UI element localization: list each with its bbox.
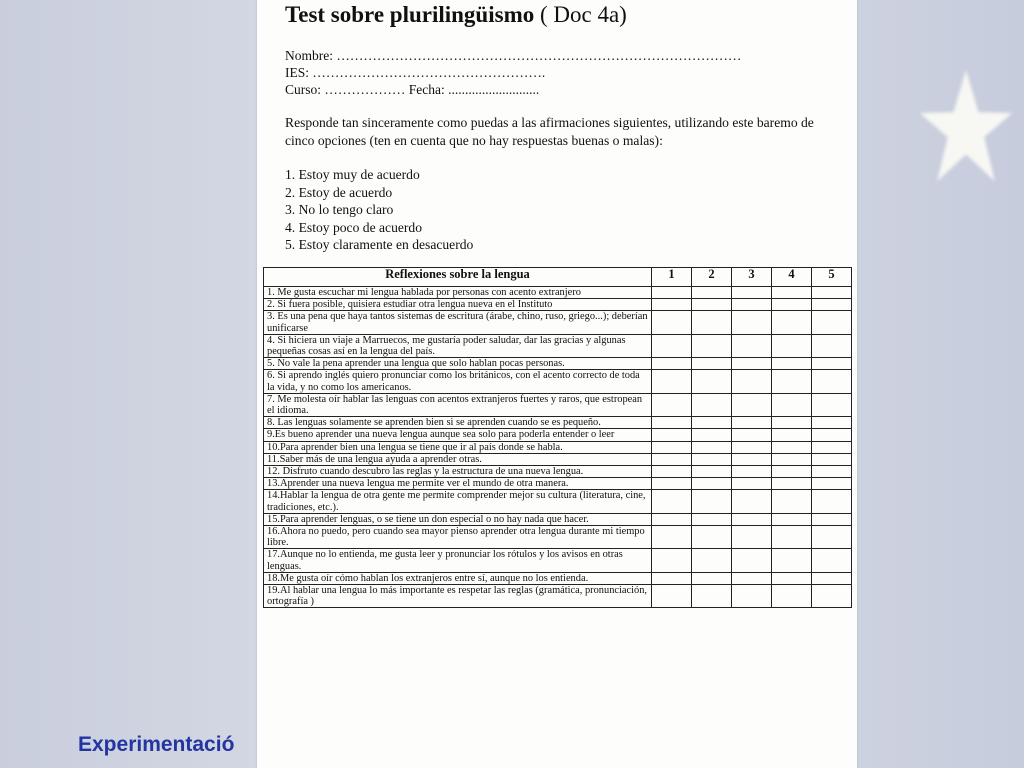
answer-cell-3[interactable] xyxy=(732,490,772,513)
answer-cell-2[interactable] xyxy=(692,429,732,441)
answer-cell-5[interactable] xyxy=(812,478,852,490)
answer-cell-2[interactable] xyxy=(692,311,732,334)
statement-cell: 5. No vale la pena aprender una lengua que solo hablan pocas personas. xyxy=(264,358,652,370)
statement-cell: 16.Ahora no puedo, pero cuando sea mayor pienso aprender otra lengua durante mi tiempo libre. xyxy=(264,526,652,549)
statement-cell: 6. Si aprendo inglés quiero pronunciar como los británicos, con el acento correcto de toda la vida, y no como los americanos. xyxy=(264,370,652,393)
answer-cell-2[interactable] xyxy=(692,299,732,311)
answer-cell-5[interactable] xyxy=(812,526,852,549)
table-row xyxy=(264,585,852,608)
answer-cell-5[interactable] xyxy=(812,417,852,429)
statement-cell: 12. Disfruto cuando descubro las reglas y la estructura de una nueva lengua. xyxy=(264,466,652,478)
table-row xyxy=(264,287,852,299)
answer-cell-4[interactable] xyxy=(772,526,812,549)
answer-cell-3[interactable] xyxy=(732,429,772,441)
statement-cell: 11.Saber más de una lengua ayuda a aprender otras. xyxy=(264,453,652,465)
answer-cell-1[interactable] xyxy=(652,334,692,357)
answer-cell-5[interactable] xyxy=(812,585,852,608)
header-score-1: 1 xyxy=(652,268,692,287)
table-row xyxy=(264,311,852,334)
answer-cell-2[interactable] xyxy=(692,453,732,465)
ies-field: IES: ……………………………………………. xyxy=(285,65,546,80)
header-score-4: 4 xyxy=(772,268,812,287)
answer-cell-4[interactable] xyxy=(772,417,812,429)
table-row xyxy=(264,478,852,490)
table-row xyxy=(264,572,852,584)
slide-caption: Experimentació xyxy=(78,733,235,756)
answer-cell-5[interactable] xyxy=(812,334,852,357)
answer-cell-1[interactable] xyxy=(652,466,692,478)
answer-cell-2[interactable] xyxy=(692,478,732,490)
answer-cell-2[interactable] xyxy=(692,526,732,549)
header-score-5: 5 xyxy=(812,268,852,287)
answer-cell-5[interactable] xyxy=(812,572,852,584)
answer-cell-5[interactable] xyxy=(812,311,852,334)
answer-cell-3[interactable] xyxy=(732,311,772,334)
statement-cell: 13.Aprender una nueva lengua me permite ver el mundo de otra manera. xyxy=(264,478,652,490)
answer-cell-4[interactable] xyxy=(772,453,812,465)
title-main: Test sobre plurilingüismo xyxy=(285,2,535,27)
table-row xyxy=(264,358,852,370)
answer-cell-1[interactable] xyxy=(652,490,692,513)
statement-cell: 17.Aunque no lo entienda, me gusta leer y pronunciar los rótulos y los avisos en otras lenguas. xyxy=(264,549,652,572)
answer-cell-4[interactable] xyxy=(772,585,812,608)
scale-option: 2. Estoy de acuerdo xyxy=(285,184,393,200)
answer-cell-3[interactable] xyxy=(732,513,772,525)
answer-cell-5[interactable] xyxy=(812,490,852,513)
answer-cell-3[interactable] xyxy=(732,393,772,416)
answer-cell-5[interactable] xyxy=(812,358,852,370)
answer-cell-2[interactable] xyxy=(692,441,732,453)
statement-cell: 7. Me molesta oír hablar las lenguas con acentos extranjeros fuertes y raros, que estropean el idioma. xyxy=(264,393,652,416)
answer-cell-3[interactable] xyxy=(732,441,772,453)
answer-cell-5[interactable] xyxy=(812,393,852,416)
answer-cell-1[interactable] xyxy=(652,549,692,572)
answer-cell-3[interactable] xyxy=(732,299,772,311)
answer-cell-2[interactable] xyxy=(692,334,732,357)
answer-cell-3[interactable] xyxy=(732,334,772,357)
answer-cell-4[interactable] xyxy=(772,549,812,572)
table-row xyxy=(264,429,852,441)
answer-cell-1[interactable] xyxy=(652,417,692,429)
title-doc-ref: ( Doc 4a) xyxy=(534,2,627,27)
answer-cell-2[interactable] xyxy=(692,572,732,584)
table-row xyxy=(264,526,852,549)
answer-cell-4[interactable] xyxy=(772,311,812,334)
answer-cell-4[interactable] xyxy=(772,358,812,370)
header-score-2: 2 xyxy=(692,268,732,287)
answer-cell-2[interactable] xyxy=(692,490,732,513)
answer-cell-4[interactable] xyxy=(772,513,812,525)
answer-cell-1[interactable] xyxy=(652,370,692,393)
statement-cell: 3. Es una pena que haya tantos sistemas de escritura (árabe, chino, ruso, griego...); deberían unificarse xyxy=(264,311,652,334)
answer-cell-4[interactable] xyxy=(772,334,812,357)
statement-cell: 10.Para aprender bien una lengua se tiene que ir al país donde se habla. xyxy=(264,441,652,453)
scale-option: 4. Estoy poco de acuerdo xyxy=(285,219,423,235)
answer-cell-2[interactable] xyxy=(692,466,732,478)
answer-cell-5[interactable] xyxy=(812,549,852,572)
answer-cell-4[interactable] xyxy=(772,287,812,299)
statement-cell: 14.Hablar la lengua de otra gente me permite comprender mejor su cultura (literatura, cine, tradiciones, etc.). xyxy=(264,490,652,513)
answer-cell-1[interactable] xyxy=(652,478,692,490)
answer-cell-2[interactable] xyxy=(692,287,732,299)
statement-cell: 9.Es bueno aprender una nueva lengua aunque sea solo para poderla entender o leer xyxy=(264,429,652,441)
answer-cell-2[interactable] xyxy=(692,513,732,525)
table-header-row xyxy=(264,268,852,287)
statement-cell: 15.Para aprender lenguas, o se tiene un don especial o no hay nada que hacer. xyxy=(264,513,652,525)
answer-cell-2[interactable] xyxy=(692,358,732,370)
answer-cell-5[interactable] xyxy=(812,441,852,453)
answer-cell-5[interactable] xyxy=(812,513,852,525)
answer-cell-4[interactable] xyxy=(772,393,812,416)
answer-cell-5[interactable] xyxy=(812,429,852,441)
scale-option: 1. Estoy muy de acuerdo xyxy=(285,167,420,182)
answer-cell-1[interactable] xyxy=(652,453,692,465)
answer-cell-1[interactable] xyxy=(652,287,692,299)
table-row xyxy=(264,299,852,311)
answer-cell-3[interactable] xyxy=(732,549,772,572)
table-row xyxy=(264,417,852,429)
table-row xyxy=(264,393,852,416)
answer-cell-4[interactable] xyxy=(772,490,812,513)
statement-cell: 1. Me gusta escuchar mi lengua hablada por personas con acento extranjero xyxy=(264,287,652,299)
table-row xyxy=(264,466,852,478)
statement-cell: 4. Si hiciera un viaje a Marruecos, me gustaría poder saludar, dar las gracias y algunas pequeñas cosas así en la lengua del país. xyxy=(264,334,652,357)
table-row xyxy=(264,490,852,513)
answer-cell-5[interactable] xyxy=(812,370,852,393)
table-row xyxy=(264,370,852,393)
header-reflexiones: Reflexiones sobre la lengua xyxy=(264,268,652,287)
answer-cell-3[interactable] xyxy=(732,466,772,478)
answer-cell-3[interactable] xyxy=(732,453,772,465)
answer-cell-2[interactable] xyxy=(692,393,732,416)
answer-cell-3[interactable] xyxy=(732,526,772,549)
answer-cell-3[interactable] xyxy=(732,417,772,429)
answer-cell-3[interactable] xyxy=(732,370,772,393)
table-row xyxy=(264,453,852,465)
answer-cell-3[interactable] xyxy=(732,572,772,584)
statement-cell: 19.Al hablar una lengua lo más importante es respetar las reglas (gramática, pronunciación, ortografía ) xyxy=(264,585,652,608)
answer-cell-4[interactable] xyxy=(772,441,812,453)
curso-fecha-field: Curso: ……………… Fecha: ........................... xyxy=(285,82,540,97)
answer-cell-5[interactable] xyxy=(812,287,852,299)
answer-cell-1[interactable] xyxy=(652,311,692,334)
header-score-3: 3 xyxy=(732,268,772,287)
table-row xyxy=(264,549,852,572)
answer-cell-4[interactable] xyxy=(772,370,812,393)
questionnaire-table xyxy=(263,267,852,608)
answer-cell-3[interactable] xyxy=(732,585,772,608)
answer-cell-3[interactable] xyxy=(732,358,772,370)
answer-cell-4[interactable] xyxy=(772,429,812,441)
scanned-document xyxy=(257,0,857,768)
answer-cell-1[interactable] xyxy=(652,585,692,608)
answer-cell-2[interactable] xyxy=(692,370,732,393)
answer-cell-4[interactable] xyxy=(772,466,812,478)
answer-cell-4[interactable] xyxy=(772,572,812,584)
answer-cell-3[interactable] xyxy=(732,287,772,299)
answer-cell-1[interactable] xyxy=(652,441,692,453)
answer-cell-5[interactable] xyxy=(812,466,852,478)
answer-cell-1[interactable] xyxy=(652,393,692,416)
scale-option: 3. No lo tengo claro xyxy=(285,202,394,217)
answer-cell-2[interactable] xyxy=(692,585,732,608)
answer-cell-1[interactable] xyxy=(652,358,692,370)
document-title xyxy=(285,2,627,28)
answer-cell-1[interactable] xyxy=(652,513,692,525)
answer-cell-5[interactable] xyxy=(812,453,852,465)
table-row xyxy=(264,513,852,525)
table-row xyxy=(264,441,852,453)
statement-cell: 18.Me gusta oír cómo hablan los extranjeros entre sí, aunque no los entienda. xyxy=(264,572,652,584)
scale-options xyxy=(285,166,473,254)
statement-cell: 2. Si fuera posible, quisiera estudiar otra lengua nueva en el Instituto xyxy=(264,299,652,311)
nombre-field: Nombre: ……………………………………………………………………………… xyxy=(285,48,742,63)
answer-cell-4[interactable] xyxy=(772,478,812,490)
star-icon xyxy=(918,68,1014,188)
answer-cell-1[interactable] xyxy=(652,429,692,441)
answer-cell-1[interactable] xyxy=(652,299,692,311)
answer-cell-2[interactable] xyxy=(692,549,732,572)
statement-cell: 8. Las lenguas solamente se aprenden bien si se aprenden cuando se es pequeño. xyxy=(264,417,652,429)
answer-cell-1[interactable] xyxy=(652,572,692,584)
answer-cell-3[interactable] xyxy=(732,478,772,490)
instructions: Responde tan sinceramente como puedas a las afirmaciones siguientes, utilizando este baremo de cinco opciones (ten en cuenta que no hay respuestas buenas o malas): xyxy=(285,115,814,148)
scale-option: 5. Estoy claramente en desacuerdo xyxy=(285,237,474,252)
answer-cell-4[interactable] xyxy=(772,299,812,311)
answer-cell-5[interactable] xyxy=(812,299,852,311)
answer-cell-1[interactable] xyxy=(652,526,692,549)
table-row xyxy=(264,334,852,357)
answer-cell-2[interactable] xyxy=(692,417,732,429)
